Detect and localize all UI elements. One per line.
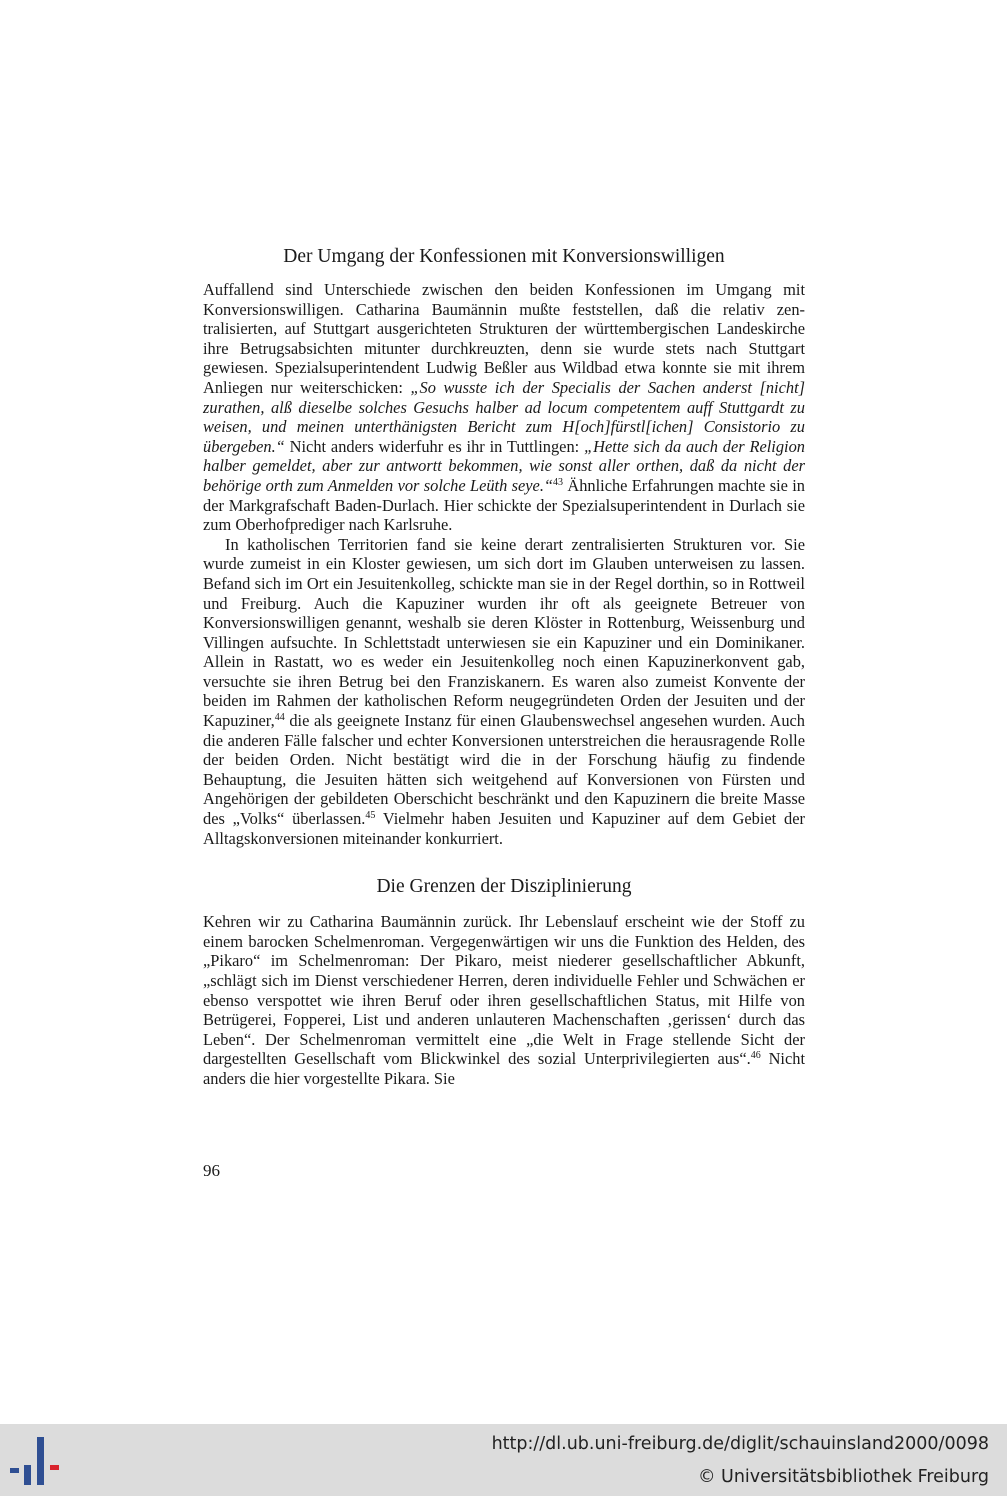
p2-text-b: die als geeignete Instanz für einen Glaubenswechsel angesehen wurden. Auch die anderen Fälle falscher und echter Konversionen unterstreichen die herausragende Rolle der beiden Orden. Nicht bestätigt wird die in der Forschung häufig zu findende Behauptung, die Jesuiten hätten sich weitgehend auf Konversionen von Fürsten und Angehörigen der gebildeten Oberschicht beschränkt und den Kapuzinern die breite Masse des „Volks“ überlassen.	[203, 711, 805, 829]
page-content	[203, 244, 805, 1089]
p1-text-a: Auffallend sind Unterschiede zwischen den beiden Konfessionen im Umgang mit Konversionswilligen. Catharina Baumännin mußte feststellen, daß die relativ zentralisierten, auf Stuttgart ausgerichteten Strukturen der württembergischen Landeskirche ihre Betrugsabsichten mitunter durchkreuzten, denn sie wurde stets nach Stuttgart gewiesen. Spezialsuperintendent Ludwig Beßler aus Wildbad etwa konnte sie mit ihrem Anliegen nur weiterschicken:	[203, 280, 805, 397]
p2-text-a: In katholischen Territorien fand sie keine derart zentralisierten Strukturen vor. Sie wurde zumeist in ein Kloster gewiesen, um sich dort im Glauben unterweisen zu lassen. Befand sich im Ort ein Jesuitenkolleg, schickte man sie in der Regel dorthin, so in Rottweil und Freiburg. Auch die Kapuziner wurden ihr oft als geeignete Betreuer von Konversionswilligen genannt, weshalb sie deren Klöster in Rottenburg, Weissenburg und Villingen aufsuchte. In Schlettstadt unterwiesen sie ein Kapuziner und ein Dominikaner. Allein in Rastatt, wo es weder ein Jesuitenkolleg noch einen Kapuzinerkonvent gab, versuchte sie ihren Betrug bei den Franziskanern. Es waren also zumeist Konvente der beiden im Rahmen der katholischen Reform neugegründeten Orden der Jesuiten und der Kapuziner,	[203, 534, 805, 731]
footnote-ref-43: 43	[553, 476, 564, 488]
section-heading-disziplinierung: Die Grenzen der Disziplinierung	[376, 876, 632, 898]
footnote-ref-44: 44	[274, 712, 285, 724]
p3-text-b: Nicht anders die hier vorgestellte Pikara. Sie	[203, 1049, 806, 1088]
ub-freiburg-logo-icon	[8, 1435, 68, 1487]
page-number: 96	[203, 1161, 220, 1180]
copyright-text: © Universitätsbibliothek Freiburg	[697, 1467, 989, 1487]
p1-quote-a: „So wusste ich der Specialis der Sachen anderst [nicht] zurathen, alß dieselbe solches Gesuchs halber ad locum competentem auff Stuttgardt zu weisen, und meinen unterthänigsten Bericht zum H[och]fürstl[ichen] Consistorio zu übergeben.“	[203, 377, 805, 456]
document-url-link[interactable]: http://dl.ub.uni-freiburg.de/diglit/schauinsland2000/0098	[491, 1434, 989, 1454]
p3-text-a: Kehren wir zu Catharina Baumännin zurück. Ihr Lebenslauf erscheint wie der Stoff zu einem barocken Schelmenroman. Vergegenwärtigen wir uns die Funktion des Helden, des „Pikaro“ im Schelmenroman: Der Pikaro, meist niederer gesellschaftlicher Abkunft, „schlägt sich im Dienst verschiedener Herren, deren individuelle Fehler und Schwächen er ebenso verspottet wie ihren Beruf oder ihren gesellschaftlichen Status, mit Hilfe von Betrügerei, Fopperei, List und anderen unlauteren Machenschaften ‚gerissen‘ durch das Leben“. Der Schelmenroman vermittelt eine „die Welt in Frage stellende Sicht der dargestellten Gesellschaft vom Blickwinkel des sozial Unterprivilegierten aus“.	[203, 912, 805, 1069]
footnote-ref-46: 46	[750, 1050, 761, 1062]
footnote-ref-45: 45	[365, 810, 376, 822]
footer-bar	[0, 1424, 1007, 1496]
paragraph-3	[203, 912, 805, 1088]
p1-text-c: Ähnliche Erfahrungen machte sie in der Markgrafschaft Baden-Durlach. Hier schickte der Spezialsuperintendent in Durlach sie zum Oberhofprediger nach Karlsruhe.	[203, 475, 805, 535]
p1-quote-b: „Hette sich da auch der Religion halber gemeldet, aber zur antwortt bekommen, wie sonst aller orthen, daß da nicht der behörige orth zum Anmelden vor solche Leüth seye.“	[203, 436, 805, 495]
p1-text-b: Nicht anders widerfuhr es ihr in Tuttlingen:	[284, 436, 585, 456]
p2-text-c: Vielmehr haben Jesuiten und Kapuziner auf dem Gebiet der Alltagskonversionen miteinander konkurriert.	[203, 809, 805, 848]
section-heading-konfessionen: Der Umgang der Konfessionen mit Konversionswilligen	[283, 246, 725, 267]
paragraph-2	[203, 535, 805, 849]
paragraph-1	[203, 280, 805, 535]
